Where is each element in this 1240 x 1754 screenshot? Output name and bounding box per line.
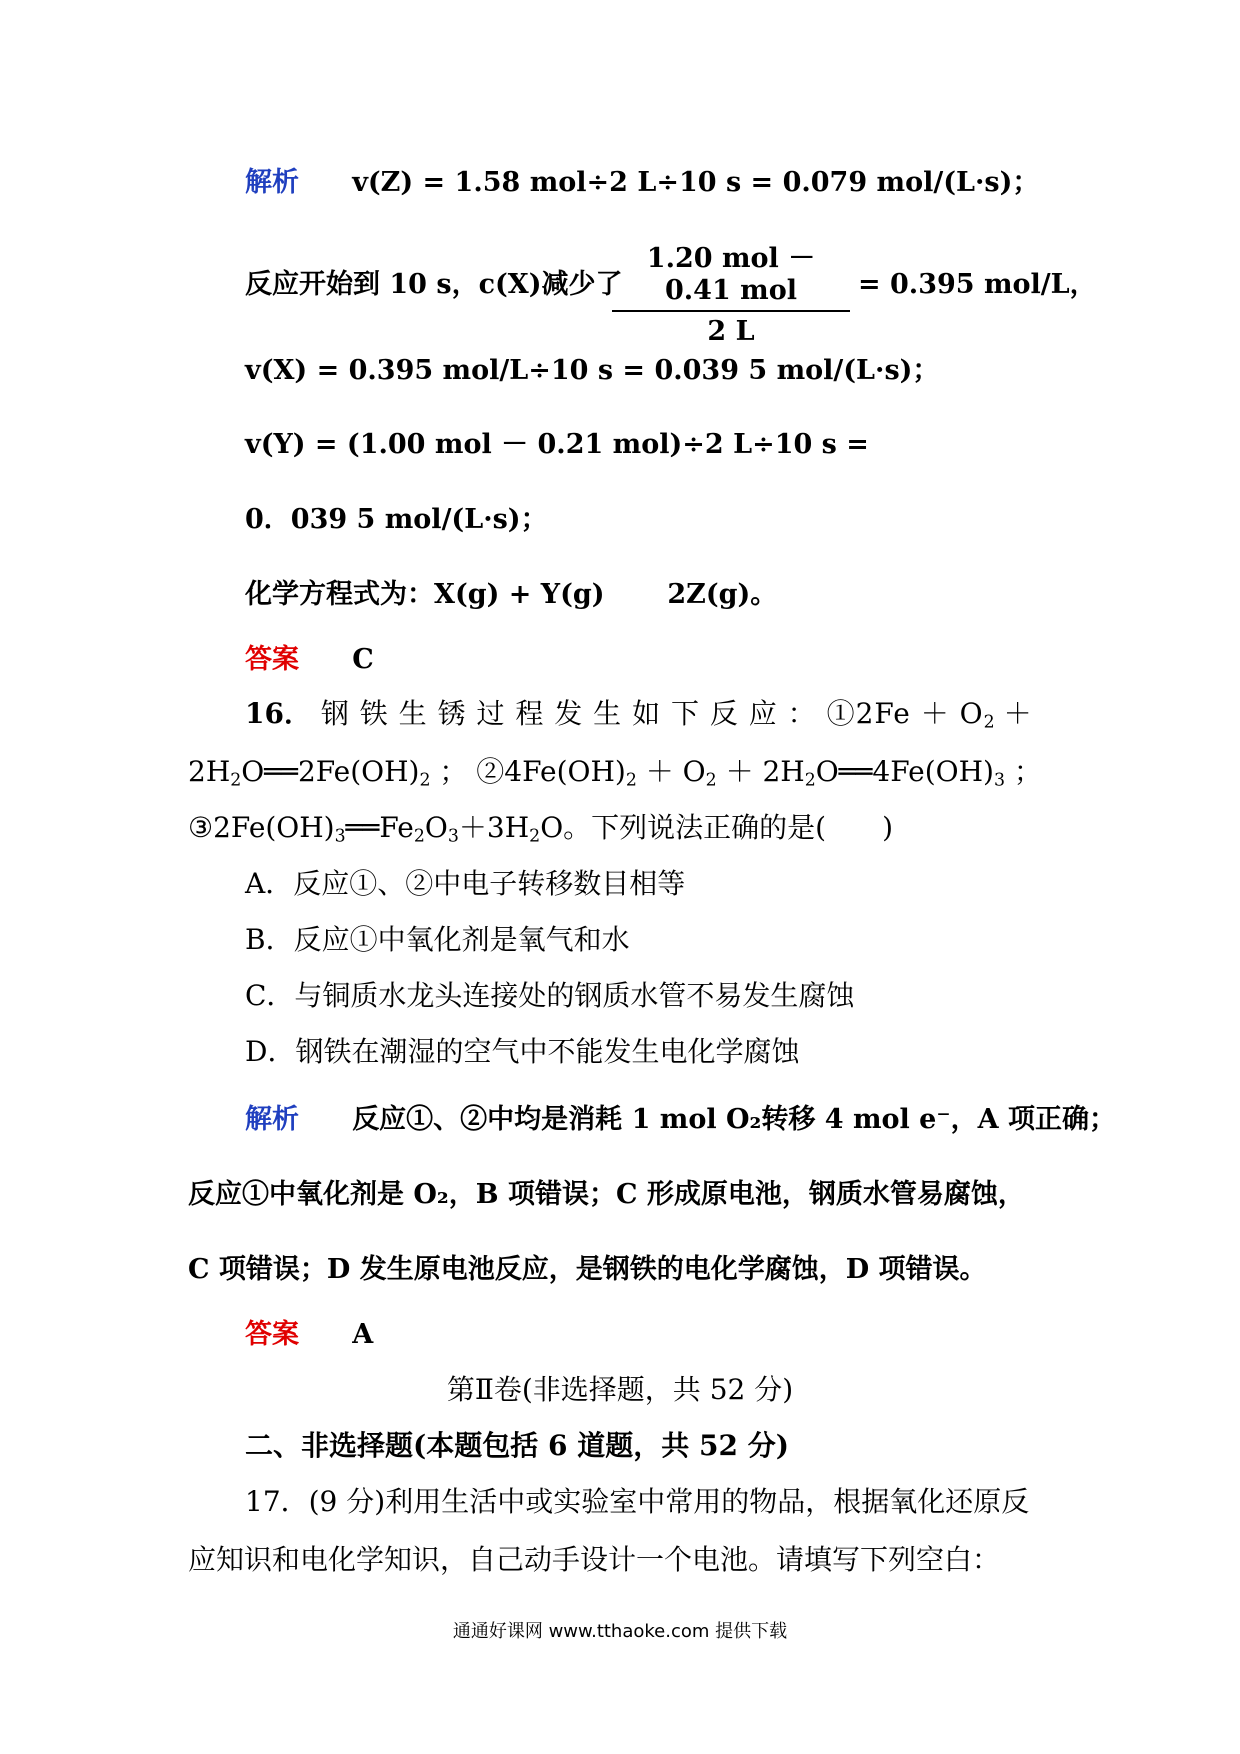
- solution-line-2: [245, 262, 623, 301]
- question-16-line-1: 16． 钢 铁 生 锈 过 程 发 生 如 下 反 应 ： ①2Fe ＋ $O_2$ ＋: [245, 697, 1032, 733]
- answer-value: C: [352, 644, 374, 675]
- chemical-equation: 化学方程式为：X(g) + Y(g) 2Z(g)。: [245, 579, 778, 610]
- answer-value: A: [352, 1319, 374, 1350]
- solution-2-line-3: C 项错误；D 发生原电池反应，是钢铁的电化学腐蚀，D 项错误。: [188, 1254, 987, 1285]
- question-16-line-3: $③2Fe(OH)_3══Fe_2O_3+3H_2O$。下列说法正确的是( ): [188, 811, 893, 847]
- answer-label: 答案: [245, 644, 299, 675]
- answer-line-2: [245, 1312, 373, 1351]
- answer-line: [245, 637, 374, 676]
- solution-line-4: v(Y) = (1.00 mol － 0.21 mol)÷2 L÷10 s =: [245, 429, 869, 460]
- solution-2-line-1: 解析 反应①、②中均是消耗 1 mol O₂转移 4 mol e⁻，A 项正确；: [245, 1104, 1116, 1135]
- option-a: A．反应①、②中电子转移数目相等: [245, 867, 686, 900]
- option-b: B．反应①中氧化剂是氧气和水: [245, 923, 630, 956]
- solution-line-5: 0．039 5 mol/(L·s)；: [245, 504, 548, 535]
- question-16-line-2: $2H_2O══2Fe(OH)_2$ ； $②4Fe(OH)_2 + O_2$ ＋ $2H_2O══4Fe(OH)_3$ ；: [188, 755, 1042, 791]
- solution-text: 反应开始到 10 s，c(X)减少了: [245, 269, 623, 300]
- question-17-line-2: 应知识和电化学知识，自己动手设计一个电池。请填写下列空白：: [188, 1543, 1001, 1576]
- solution-line-2-suffix: = 0.395 mol/L，: [858, 269, 1097, 300]
- solution-2-line-2: 反应①中氧化剂是 O₂，B 项错误；C 形成原电池，钢质水管易腐蚀，: [188, 1179, 1025, 1210]
- section-heading: 二、非选择题(本题包括 6 道题，共 52 分): [245, 1429, 789, 1462]
- question-number: 16．: [245, 697, 312, 730]
- fraction-denominator: 2 L: [707, 316, 755, 347]
- solution-line-1: [245, 160, 1039, 199]
- solution-label: 解析: [245, 167, 299, 198]
- option-d: D．钢铁在潮湿的空气中不能发生电化学腐蚀: [245, 1035, 800, 1068]
- answer-label: 答案: [245, 1319, 299, 1350]
- section-title: 第Ⅱ卷(非选择题，共 52 分): [446, 1373, 794, 1406]
- question-17-line-1: 17．(9 分)利用生活中或实验室中常用的物品，根据氧化还原反: [245, 1485, 1030, 1518]
- solution-label: 解析: [245, 1104, 299, 1135]
- solution-text: v(Z) = 1.58 mol÷2 L÷10 s = 0.079 mol/(L·s)；: [352, 167, 1040, 198]
- footer-text: 通通好课网 www.tthaoke.com 提供下载: [452, 1621, 788, 1642]
- solution-line-3: v(X) = 0.395 mol/L÷10 s = 0.039 5 mol/(L·s)；: [245, 355, 940, 386]
- fraction-numerator: 1.20 mol － 0.41 mol: [612, 236, 850, 312]
- fraction: [612, 236, 850, 347]
- option-c: C．与铜质水龙头连接处的钢质水管不易发生腐蚀: [245, 979, 855, 1012]
